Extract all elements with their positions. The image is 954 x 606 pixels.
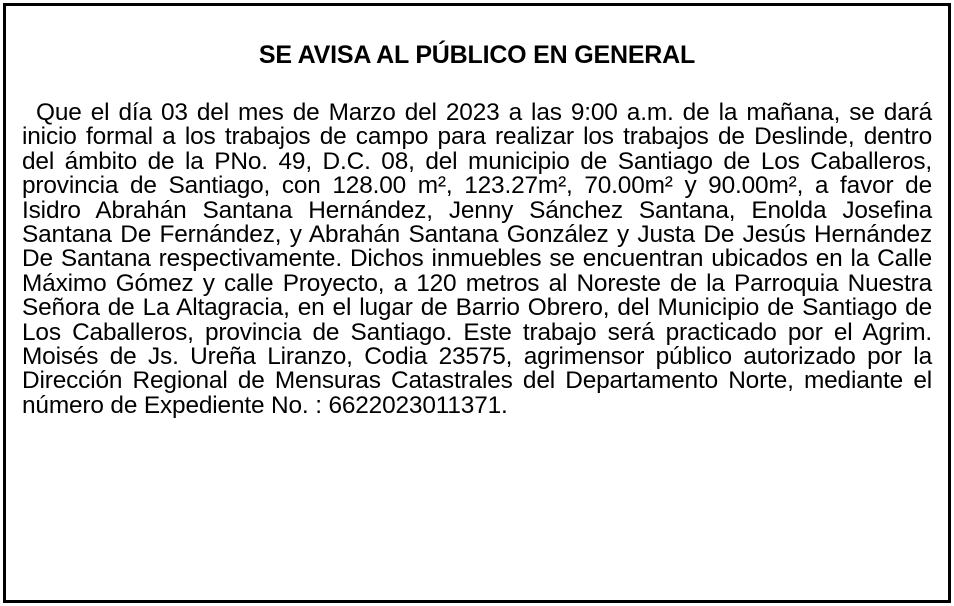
public-notice-box (3, 3, 951, 603)
notice-body-paragraph (22, 101, 932, 418)
notice-body-text: Que el día 03 del mes de Marzo del 2023 a las 9:00 a.m. de la mañana, se dará inicio formal a los trabajos de campo para realizar los trabajos de Deslinde, dentro del ámbito de la PNo. 49, D.C. 08, del municipio de Santiago de Los Caballeros, provincia de Santiago, con 128.00 m², 123.27m², 70.00m² y 90.00m², a favor de Isidro Abrahán Santana Hernández, Jenny Sánchez Santana, Enolda Josefina Santana De Fernández, y Abrahán Santana González y Justa De Jesús Hernández De Santana respectivamente. Dichos inmuebles se encuentran ubicados en la Calle Máximo Gómez y calle Proyecto, a 120 metros al Noreste de la Parroquia Nuestra Señora de La Altagracia, en el lugar de Barrio Obrero, del Municipio de Santiago de Los Caballeros, provincia de Santiago. Este trabajo será practicado por el Agrim. Moisés de Js. Ureña Liranzo, Codia 23575, agrimensor público autorizado por la Dirección Regional de Mensuras Catastrales del Departamento Norte, mediante el número de Expediente No. : 6622023011371. (22, 99, 932, 419)
notice-title: SE AVISA AL PÚBLICO EN GENERAL (258, 41, 696, 69)
